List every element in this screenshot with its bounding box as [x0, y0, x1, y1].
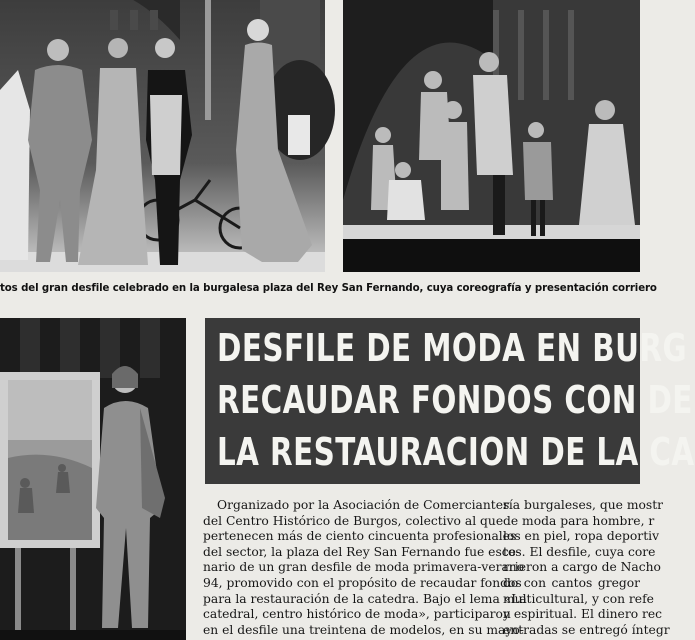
photo-children-runway — [343, 0, 640, 272]
photo-caption: tos del gran desfile celebrado en la burgalesa plaza del Rey San Fernando, cuya coreografía y presentación corriero — [0, 283, 657, 294]
headline-line-2: RECAUDAR FONDOS CON DE — [217, 378, 693, 422]
article-column-1-line: catedral, centro histórico de moda», participaron — [203, 607, 511, 622]
headline-banner — [205, 318, 695, 484]
photo-children-runway-image — [343, 0, 640, 272]
article-column-2-line: multicultural, y con refe — [503, 591, 654, 606]
article-column-2-line: de moda para hombre, r — [503, 513, 655, 528]
article-column-1 — [203, 498, 527, 640]
article-column-2 — [503, 498, 670, 640]
article-column-1-line: pertenecen más de ciento cincuenta profesionales — [203, 529, 517, 544]
article-column-2-line: do con cantos gregor — [503, 575, 640, 590]
article-column-1-line: nario de un gran desfile de moda primavera-verano — [203, 560, 525, 575]
article-column-2-line: los en piel, ropa deportiv — [503, 529, 660, 544]
photo-runway-models-image — [0, 0, 325, 272]
article-column-2-line: entradas se entregó íntegr — [503, 622, 670, 637]
article-column-2-line: rrieron a cargo de Nacho — [503, 560, 661, 575]
article-column-2-line: y espiritual. El dinero rec — [503, 607, 663, 622]
article-column-1-line: del sector, la plaza del Rey San Fernando fue esce- — [203, 544, 521, 559]
photo-model-with-painting — [0, 318, 186, 640]
article-column-2-line: ría burgaleses, que mostr — [503, 498, 664, 512]
article-column-1-line: Organizado por la Asociación de Comerciantes — [217, 498, 510, 512]
article-column-1-line: del Centro Histórico de Burgos, colectivo al que — [203, 513, 504, 528]
article-column-1-line: 94, promovido con el propósito de recaudar fondos — [203, 575, 522, 590]
photo-runway-models — [0, 0, 325, 272]
photo-model-with-painting-image — [0, 318, 186, 640]
article-column-1-line: para la restauración de la catedra. Bajo el lema «La — [203, 591, 527, 606]
article-column-1-line: en el desfile una treintena de modelos, en su mayo- — [203, 622, 524, 637]
headline-line-3: LA RESTAURACION DE LA CA — [217, 430, 695, 474]
headline-line-1: DESFILE DE MODA EN BURG — [217, 326, 688, 370]
article-column-2-line: tos. El desfile, cuya core — [503, 544, 656, 559]
